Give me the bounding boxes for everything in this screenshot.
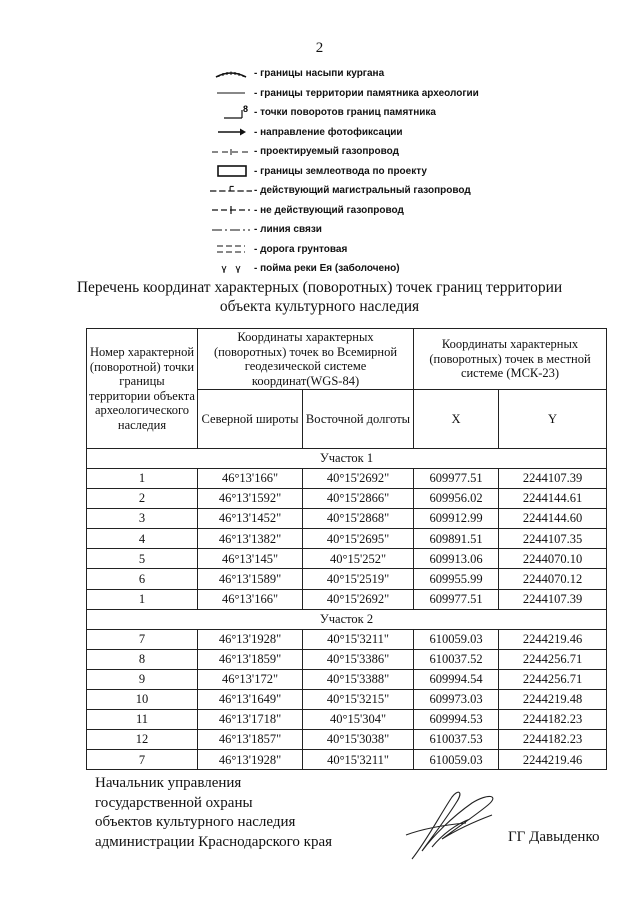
position-line: объектов культурного наследия [95,814,296,830]
list-title-line: Перечень координат характерных (поворотных) точек границ территории [76,279,563,296]
legend-text: - границы насыпи кургана [254,68,385,80]
y-cell: 2244219.46 [499,629,607,649]
legend-item [210,162,530,182]
table-row [87,589,607,609]
point-number-cell: 1 [87,589,198,609]
y-cell: 2244070.10 [499,549,607,569]
inactive-pipeline-icon [210,201,252,219]
header-y: Y [499,390,607,449]
longitude-cell: 40°15'2692" [303,469,414,489]
legend-item [210,84,530,104]
table-row [87,730,607,750]
y-cell: 2244256.71 [499,649,607,669]
legend-item [210,240,530,260]
latitude-cell: 46°13'1718" [198,710,303,730]
latitude-cell: 46°13'166" [198,469,303,489]
x-cell: 609955.99 [414,569,499,589]
table-row [87,549,607,569]
header-x: X [414,390,499,449]
turning-point-number: 8 [243,103,248,114]
point-number-cell: 11 [87,710,198,730]
latitude-cell: 46°13'145" [198,549,303,569]
dirt-road-icon [210,240,252,258]
point-number-cell: 4 [87,529,198,549]
legend-text: - границы землеотвода по проекту [254,165,427,177]
position-line: Начальник управления [95,775,242,791]
comm-line-icon [210,221,252,239]
section-row [87,609,607,629]
legend-item [210,220,530,240]
latitude-cell: 46°13'1592" [198,489,303,509]
territory-line-icon [210,84,252,102]
legend-text: - направление фотофиксации [254,126,403,138]
legend-text: - линия связи [254,224,322,236]
section-title: Участок 1 [87,449,607,469]
latitude-cell: 46°13'1382" [198,529,303,549]
longitude-cell: 40°15'2866" [303,489,414,509]
table-row [87,569,607,589]
longitude-cell: 40°15'2695" [303,529,414,549]
point-number-cell: 9 [87,669,198,689]
longitude-cell: 40°15'2692" [303,589,414,609]
point-number-cell: 7 [87,750,198,770]
x-cell: 609913.06 [414,549,499,569]
turning-point-icon [210,104,252,122]
legend-text: - точки поворотов границ памятника [254,107,436,119]
legend-text: - действующий магистральный газопровод [254,185,471,197]
position-line: государственной охраны [95,794,253,811]
y-cell: 2244182.23 [499,730,607,750]
x-cell: 610037.53 [414,730,499,750]
longitude-cell: 40°15'3386" [303,649,414,669]
list-title [0,278,639,316]
legend-item [210,142,530,162]
legend-text: - пойма реки Ея (заболочено) [254,263,400,275]
latitude-cell: 46°13'1589" [198,569,303,589]
longitude-cell: 40°15'3215" [303,689,414,709]
map-legend [210,64,530,279]
longitude-cell: 40°15'2519" [303,569,414,589]
y-cell: 2244144.60 [499,509,607,529]
latitude-cell: 46°13'1649" [198,689,303,709]
section-row [87,449,607,469]
latitude-cell: 46°13'166" [198,589,303,609]
point-number-cell: 2 [87,489,198,509]
point-number-cell: 1 [87,469,198,489]
latitude-cell: 46°13'172" [198,669,303,689]
point-number-cell: 12 [87,730,198,750]
longitude-cell: 40°15'3038" [303,730,414,750]
longitude-cell: 40°15'3211" [303,750,414,770]
header-msk23: Координаты характерных (поворотных) точек в местной системе (МСК-23) [414,329,607,390]
y-cell: 2244182.23 [499,710,607,730]
table-row [87,629,607,649]
table-row [87,529,607,549]
legend-item [210,259,530,279]
signer-name: ГГ Давыденко [508,829,600,845]
mound-boundary-icon [210,65,252,83]
latitude-cell: 46°13'1928" [198,629,303,649]
x-cell: 609973.03 [414,689,499,709]
point-number-cell: 8 [87,649,198,669]
main-pipeline-icon [210,182,252,200]
y-cell: 2244219.48 [499,689,607,709]
table-row [87,509,607,529]
allotment-rect-icon [210,162,252,180]
table-row [87,469,607,489]
legend-text: - дорога грунтовая [254,243,348,255]
photo-direction-icon [210,123,252,141]
table-row [87,489,607,509]
table-row [87,750,607,770]
legend-item [210,64,530,84]
y-cell: 2244107.39 [499,469,607,489]
header-wgs84: Координаты характерных (поворотных) точек во Всемирной геодезической системе координат(WGS-84) [198,329,414,390]
signatory-position [95,774,332,852]
legend-item [210,181,530,201]
y-cell: 2244107.39 [499,589,607,609]
longitude-cell: 40°15'3211" [303,629,414,649]
longitude-cell: 40°15'252" [303,549,414,569]
x-cell: 609891.51 [414,529,499,549]
handwritten-signature [392,785,512,865]
table-row [87,689,607,709]
coordinates-table [86,328,607,770]
table-body [87,449,607,770]
point-number-cell: 5 [87,549,198,569]
legend-item [210,123,530,143]
list-title-line: объекта культурного наследия [219,298,420,315]
x-cell: 609994.54 [414,669,499,689]
y-cell: 2244107.35 [499,529,607,549]
table-row [87,710,607,730]
position-line: администрации Краснодарского края [95,833,333,850]
latitude-cell: 46°13'1857" [198,730,303,750]
x-cell: 609912.99 [414,509,499,529]
y-cell: 2244256.71 [499,669,607,689]
section-title: Участок 2 [87,609,607,629]
x-cell: 609977.51 [414,469,499,489]
x-cell: 609994.53 [414,710,499,730]
x-cell: 610059.03 [414,750,499,770]
legend-item [210,103,530,123]
table-row [87,649,607,669]
longitude-cell: 40°15'3388" [303,669,414,689]
y-cell: 2244070.12 [499,569,607,589]
point-number-cell: 10 [87,689,198,709]
legend-text: - границы территории памятника археологии [254,87,479,99]
floodplain-icon [210,260,252,278]
latitude-cell: 46°13'1859" [198,649,303,669]
projected-pipeline-icon [210,143,252,161]
table-row [87,669,607,689]
header-latitude: Северной широты [198,390,303,449]
x-cell: 610037.52 [414,649,499,669]
latitude-cell: 46°13'1452" [198,509,303,529]
y-cell: 2244219.46 [499,750,607,770]
point-number-cell: 3 [87,509,198,529]
longitude-cell: 40°15'304" [303,710,414,730]
longitude-cell: 40°15'2868" [303,509,414,529]
header-longitude: Восточной долготы [303,390,414,449]
legend-text: - не действующий газопровод [254,204,404,216]
point-number-cell: 6 [87,569,198,589]
legend-item [210,201,530,221]
x-cell: 610059.03 [414,629,499,649]
x-cell: 609977.51 [414,589,499,609]
legend-text: - проектируемый газопровод [254,146,399,158]
header-point-number: Номер характерной (поворотной) точки границы территории объекта археологического наследия [87,329,198,449]
latitude-cell: 46°13'1928" [198,750,303,770]
point-number-cell: 7 [87,629,198,649]
page-number: 2 [315,40,324,56]
x-cell: 609956.02 [414,489,499,509]
y-cell: 2244144.61 [499,489,607,509]
